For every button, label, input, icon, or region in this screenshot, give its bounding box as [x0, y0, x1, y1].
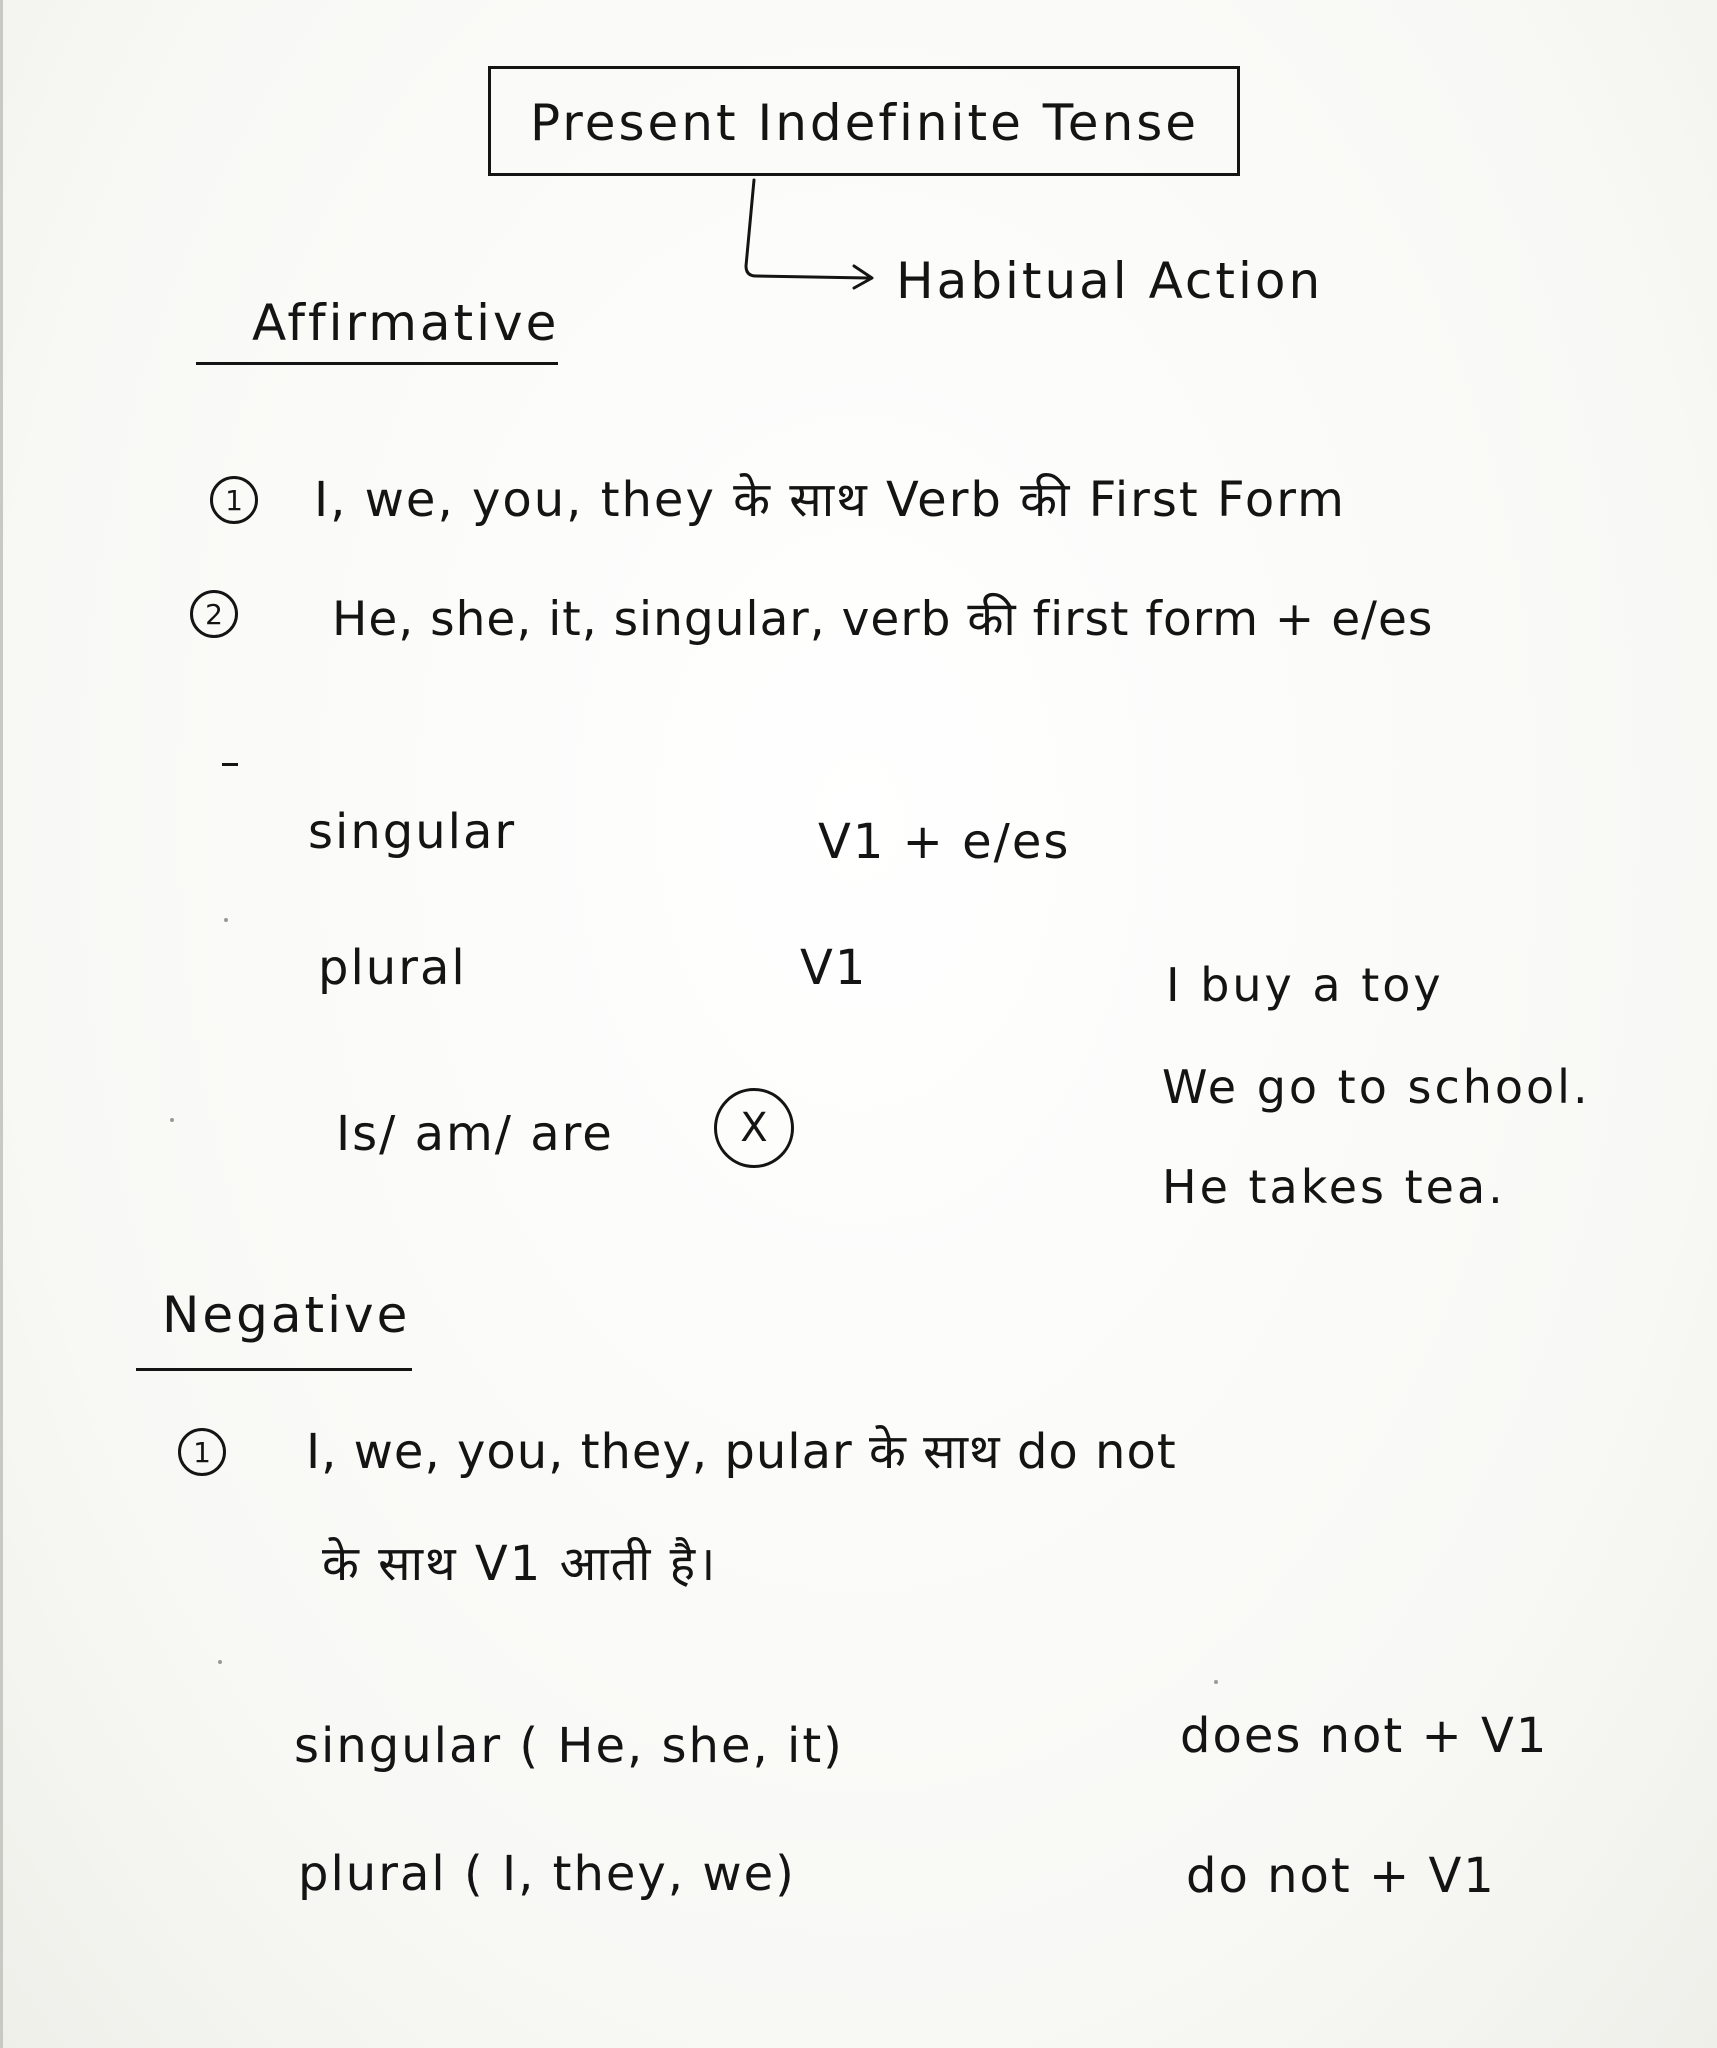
paper-speck — [1214, 1680, 1218, 1684]
affirmative-heading: Affirmative — [252, 294, 560, 352]
negative-singular-label: singular ( He, she, it) — [294, 1718, 844, 1774]
affirmative-underline — [196, 362, 558, 365]
example-sentence: I buy a toy — [1166, 958, 1444, 1012]
negative-underline — [136, 1368, 412, 1371]
rule-number-circle: 2 — [190, 590, 238, 638]
negative-heading: Negative — [162, 1286, 411, 1344]
arrow-icon — [740, 176, 890, 286]
singular-label: singular — [308, 804, 517, 860]
negative-plural-value: do not + V1 — [1186, 1848, 1496, 1904]
plural-label: plural — [318, 940, 467, 996]
paper-speck — [170, 1118, 174, 1122]
page-edge — [0, 0, 3, 2048]
negative-plural-label: plural ( I, they, we) — [298, 1846, 796, 1902]
negative-rule-line-2: के साथ V1 आती है। — [322, 1536, 718, 1592]
negative-singular-value: does not + V1 — [1180, 1708, 1549, 1764]
negative-rule-line-1: I, we, you, they, pular के साथ do not — [306, 1424, 1177, 1480]
example-sentence: He takes tea. — [1162, 1160, 1506, 1214]
page-title: Present Indefinite Tense — [530, 94, 1200, 152]
aux-label: Is/ am/ are — [336, 1106, 614, 1162]
cross-icon: X — [714, 1088, 794, 1168]
plural-value: V1 — [800, 940, 868, 996]
affirmative-rule-1: I, we, you, they के साथ Verb की First Form — [314, 472, 1346, 528]
title-note: Habitual Action — [896, 252, 1324, 310]
rule-number-circle: 1 — [178, 1428, 226, 1476]
affirmative-rule-2: He, she, it, singular, verb की first form + e/es — [332, 592, 1434, 647]
paper-speck — [224, 918, 228, 922]
paper-speck — [218, 1660, 222, 1664]
example-sentence: We go to school. — [1162, 1060, 1591, 1114]
rule-number-circle: 1 — [210, 476, 258, 524]
singular-value: V1 + e/es — [818, 814, 1071, 870]
dash-mark — [222, 763, 238, 766]
